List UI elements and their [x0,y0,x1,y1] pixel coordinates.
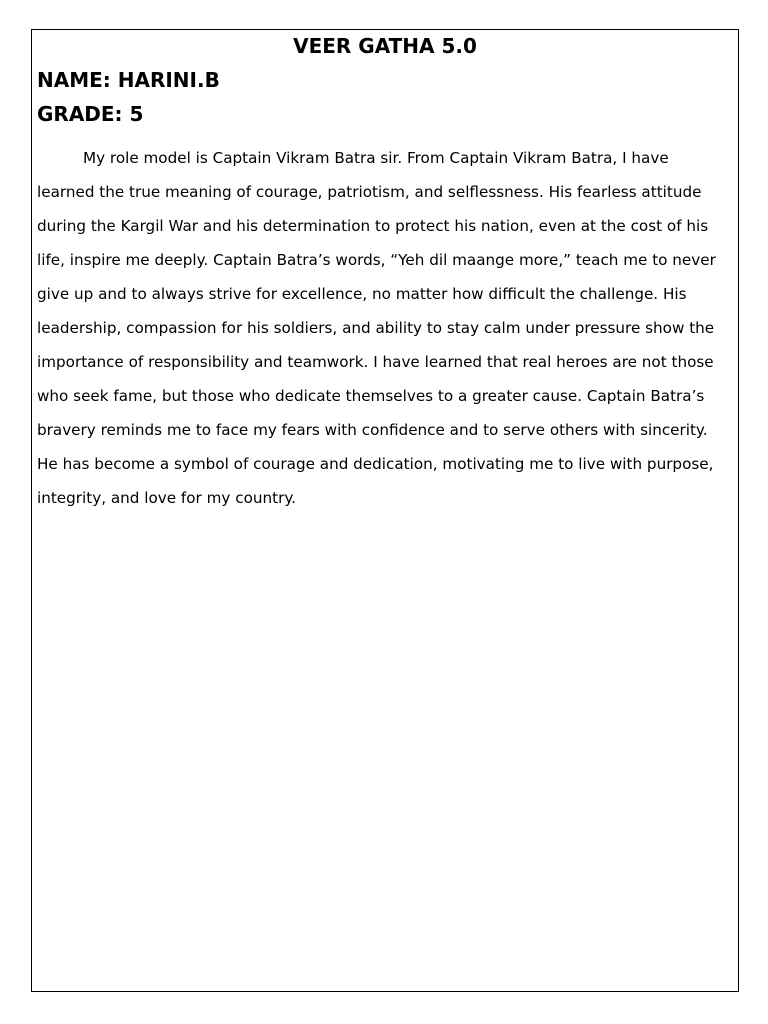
essay-line: leadership, compassion for his soldiers, and ability to stay calm under pressure show the [37,319,715,337]
student-name: NAME: HARINI.B [37,68,220,92]
essay-line: learned the true meaning of courage, patriotism, and selflessness. His fearless attitude [37,183,702,201]
essay-line: give up and to always strive for excellence, no matter how difficult the challenge. His [37,285,687,303]
student-grade: GRADE: 5 [37,102,144,126]
essay-paragraph [37,141,737,515]
essay-line: during the Kargil War and his determination to protect his nation, even at the cost of his [37,217,709,235]
essay-line: integrity, and love for my country. [37,489,296,507]
essay-line: bravery reminds me to face my fears with confidence and to serve others with sincerity. [37,421,708,439]
essay-line: He has become a symbol of courage and dedication, motivating me to live with purpose, [37,455,714,473]
document-title: VEER GATHA 5.0 [293,34,477,58]
essay-line: My role model is Captain Vikram Batra sir. From Captain Vikram Batra, I have [83,149,669,167]
essay-line: who seek fame, but those who dedicate themselves to a greater cause. Captain Batra’s [37,387,705,405]
essay-line: importance of responsibility and teamwork. I have learned that real heroes are not those [37,353,714,371]
essay-line: life, inspire me deeply. Captain Batra’s words, “Yeh dil maange more,” teach me to never [37,251,716,269]
